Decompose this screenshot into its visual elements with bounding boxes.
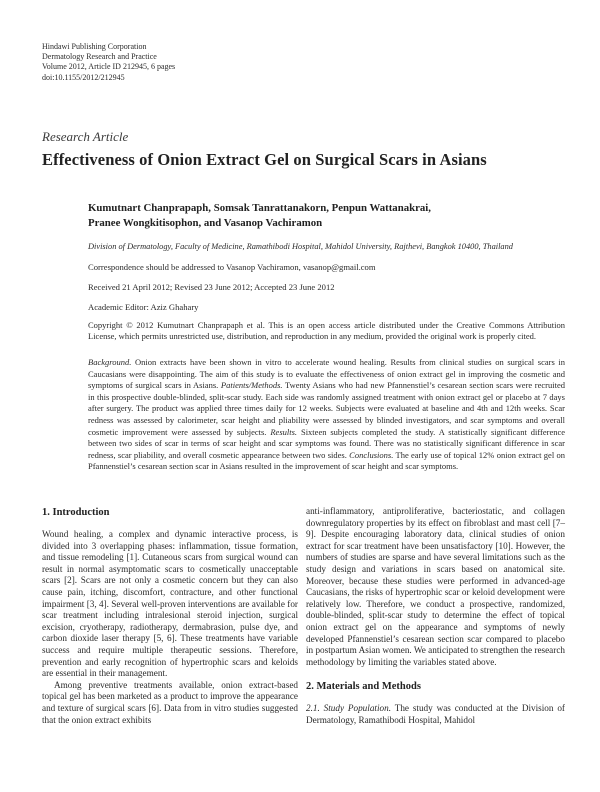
abstract-label-methods: Patients/Methods.	[220, 380, 283, 391]
abstract-label-results: Results.	[270, 426, 298, 437]
authors-line-2: Pranee Wongkitisophon, and Vasanop Vachiramon	[88, 216, 323, 229]
article-type-label: Research Article	[42, 129, 129, 144]
abstract-label-conclusions: Conclusions.	[349, 449, 394, 460]
study-population-paragraph	[306, 703, 565, 726]
abstract-text-background: Onion extracts have been shown in vitro to accelerate wound healing. Results from clinical studies on surgical scars in Caucasians were disappointing. The aim of this study is to evaluate the effectiveness of onion extract gel in improving the cosmetic and symptoms of surgical scars in Asians.	[88, 357, 565, 391]
abstract-text-methods: Twenty Asians who had new Pfannenstiel’s cesarean section scars were recruited in this prospective double-blinded, split-scar study. Each side was randomly assigned treatment with onion extract gel or placebo at 7 days after surgery. The product was applied three times daily for 12 weeks. Subjects were evaluated at baseline and 4th and 12th weeks. Scar redness was assessed by calorimeter, scar height and pliability were assessed by blinded investigators, and scar symptoms and overall cosmetic improvement were assessed by subjects.	[88, 380, 566, 437]
volume-line: Volume 2012, Article ID 212945, 6 pages	[42, 62, 176, 72]
abstract-text-results: Sixteen subjects completed the study. A statistically significant difference between two sides of scar in terms of scar height and scar symptoms was found. There was no statistically significant difference in scar redness, scar pliability, and overall cosmetic appearance between two sides.	[88, 426, 566, 460]
article-title: Effectiveness of Onion Extract Gel on Surgical Scars in Asians	[42, 150, 487, 169]
study-population-label: 2.1. Study Population.	[306, 703, 392, 714]
authors-list	[88, 201, 565, 230]
introduction-paragraph-2: Among preventive treatments available, onion extract-based topical gel has been marketed as a product to improve the appearance and texture of surgical scars [6]. Data from in vitro studies suggested that the onion extract exhibits	[42, 679, 298, 725]
introduction-paragraph-1: Wound healing, a complex and dynamic interactive process, is divided into 3 overlapping phases: inflammation, tissue formation, and tissue remodeling [1]. Cutaneous scars from surgical wound can result in normal asymptomatic scars to cosmetically unacceptable scars [2]. Scars are not only a cosmetic concern but they can also cause pain, itching, discomfort, contracture, and other functional impairment [3, 4]. Several well-proven interventions are available for scar treatment including intralesional steroid injection, surgical excision, cryotherapy, radiotherapy, dermabrasion, pulse dye, and carbon dioxide laser therapy [5, 6]. These treatments have variable success and require multiple therapeutic sessions. Therefore, prevention and early recognition of hypertrophic scars and keloids are essential in their management.	[42, 529, 298, 679]
body-column-left	[42, 506, 298, 726]
correspondence-line: Correspondence should be addressed to Vasanop Vachiramon, vasanop@gmail.com	[88, 262, 376, 272]
copyright-notice: Copyright © 2012 Kumutnart Chanprapaph et al. This is an open access article distributed under the Creative Commons Attribution License, which permits unrestricted use, distribution, and reproduction in any medium, provided the original work is properly cited.	[88, 320, 565, 341]
introduction-paragraph-2-continued: anti-inflammatory, antiproliferative, bacteriostatic, and collagen downregulatory properties by its effect on fibroblast and mast cell [7–9]. Despite encouraging laboratory data, clinical studies of onion extract for scar treatment have been unsatisfactory [10]. However, the numbers of studies are sparse and have several limitations such as the study design and variations in scars based on anatomical site. Moreover, because these studies were performed in advanced-age Caucasians, the risks of hypertrophic scar or keloid development were relatively low. Therefore, we conduct a prospective, randomized, double-blinded, split-scar study to determine the effect of topical onion extract gel on the appearance and symptoms of newly developed Pfannenstiel’s cesarean section scar compared to placebo in postpartum Asian women. We anticipated to strengthen the research methodology by limiting the variables stated above.	[306, 506, 565, 667]
body-column-right	[306, 506, 565, 727]
affiliation-line: Division of Dermatology, Faculty of Medicine, Ramathibodi Hospital, Mahidol University, Rajthevi, Bangkok 10400, Thailand	[88, 242, 513, 251]
doi-line: doi:10.1155/2012/212945	[42, 72, 125, 82]
section-heading-introduction: 1. Introduction	[42, 507, 110, 518]
abstract-label-background: Background.	[88, 357, 132, 367]
publisher-line: Hindawi Publishing Corporation	[42, 42, 147, 51]
abstract-text-conclusions: The early use of topical 12% onion extract gel on Pfannenstiel’s cesarean section scar in Asians resulted in the improvement of scar height and scar symptoms.	[88, 449, 565, 472]
authors-line-1: Kumutnart Chanprapaph, Somsak Tanrattanakorn, Penpun Wattanakrai,	[88, 202, 431, 214]
abstract	[88, 357, 565, 473]
study-population-text: The study was conducted at the Division of Dermatology, Ramathibodi Hospital, Mahidol	[306, 703, 565, 725]
history-line: Received 21 April 2012; Revised 23 June 2012; Accepted 23 June 2012	[88, 282, 335, 292]
academic-editor-line: Academic Editor: Aziz Ghahary	[88, 302, 199, 312]
section-heading-materials-methods: 2. Materials and Methods	[306, 681, 421, 693]
journal-name-line: Dermatology Research and Practice	[42, 52, 157, 62]
masthead	[42, 42, 175, 83]
